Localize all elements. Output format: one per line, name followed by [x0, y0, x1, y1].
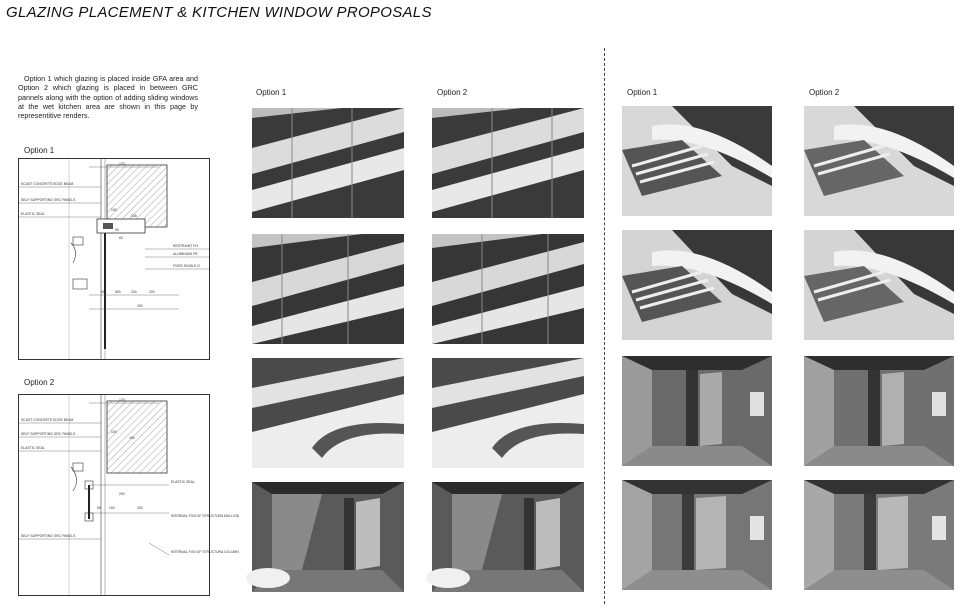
note-2-3: ELASTIC SEAL [21, 446, 45, 450]
exterior-render-2-2 [432, 234, 584, 344]
kitchen-render-2-2 [804, 230, 954, 340]
detail-drawing-option1 [18, 158, 210, 360]
dim-1-9: 200 [131, 290, 137, 294]
page-title: GLAZING PLACEMENT & KITCHEN WINDOW PROPOSALS [6, 4, 432, 21]
dim-1-6: 200 [149, 290, 155, 294]
dim-2-6: 200 [137, 506, 143, 510]
note-1-1: SCAST CONCRETE EDGE BEAM [21, 182, 74, 186]
dim-2-1: 120 [119, 398, 125, 402]
intro-paragraph: Option 1 which glazing is placed inside GFA area and Option 2 which glazing is placed in between GRC pannels along with the option of adding sliding windows at the wet kitchen area are shown in this page by representitive renders. [18, 74, 198, 121]
exterior-render-2-1 [252, 234, 404, 344]
detail-option1-label: Option 1 [24, 146, 55, 155]
exterior-col1-label: Option 1 [256, 88, 287, 97]
exterior-render-4-2 [432, 482, 584, 592]
detail-option2-label: Option 2 [24, 378, 55, 387]
exterior-col2-label: Option 2 [437, 88, 468, 97]
dim-1-8: 500 [115, 290, 121, 294]
dim-1-10: 300 [137, 304, 143, 308]
detail-drawing-option2 [18, 394, 240, 596]
note-2-1: SCAST CONCRETE EDGE BEAM [21, 418, 74, 422]
dim-2-4: 200 [119, 492, 125, 496]
dim-1-2: 100 [111, 208, 117, 212]
dim-1-3: 135 [131, 214, 137, 218]
note-1-6: FIXED SINGLE G [173, 264, 200, 268]
note-2-4: ELASTIC SEAL [171, 480, 195, 484]
exterior-render-3-2 [432, 358, 584, 468]
note-1-4: RESTRAINT FIX [173, 244, 199, 248]
dim-1-4: 50 [115, 228, 119, 232]
kitchen-col2-label: Option 2 [809, 88, 840, 97]
note-1-2: SELF SUPPORTING GRC PANELS [21, 198, 76, 202]
kitchen-render-3-1 [622, 356, 772, 466]
dim-2-3: 150 [129, 436, 135, 440]
note-1-3: ELASTIC SEAL [21, 212, 45, 216]
note-2-6: SELF SUPPORTING GRC PANELS [21, 534, 76, 538]
kitchen-render-1-1 [622, 106, 772, 216]
dim-2-5: 100 [109, 506, 115, 510]
exterior-render-4-1 [252, 482, 404, 592]
note-2-7: INTERNAL FIXII OF STRUCTURA COLUMN [171, 550, 239, 554]
kitchen-render-4-1 [622, 480, 772, 590]
kitchen-render-4-2 [804, 480, 954, 590]
exterior-render-1-2 [432, 108, 584, 218]
section-detail-option2 [19, 395, 240, 595]
dim-1-1: 120 [119, 162, 125, 166]
dim-2-7: 60 [97, 506, 101, 510]
dim-1-7: 60 [101, 290, 105, 294]
note-2-5: INTERNAL FIXII OF STRUCTURA MULLION [171, 514, 240, 518]
exterior-render-1-1 [252, 108, 404, 218]
section-detail-option1 [19, 159, 209, 359]
note-2-2: SELF SUPPORTING GRC PANELS [21, 432, 76, 436]
kitchen-col1-label: Option 1 [627, 88, 658, 97]
kitchen-render-2-1 [622, 230, 772, 340]
dim-1-5: 60 [119, 236, 123, 240]
kitchen-render-1-2 [804, 106, 954, 216]
dim-2-2: 100 [111, 430, 117, 434]
kitchen-render-3-2 [804, 356, 954, 466]
exterior-render-3-1 [252, 358, 404, 468]
section-divider [604, 48, 605, 604]
note-1-5: ALUMINIUM FR [173, 252, 198, 256]
